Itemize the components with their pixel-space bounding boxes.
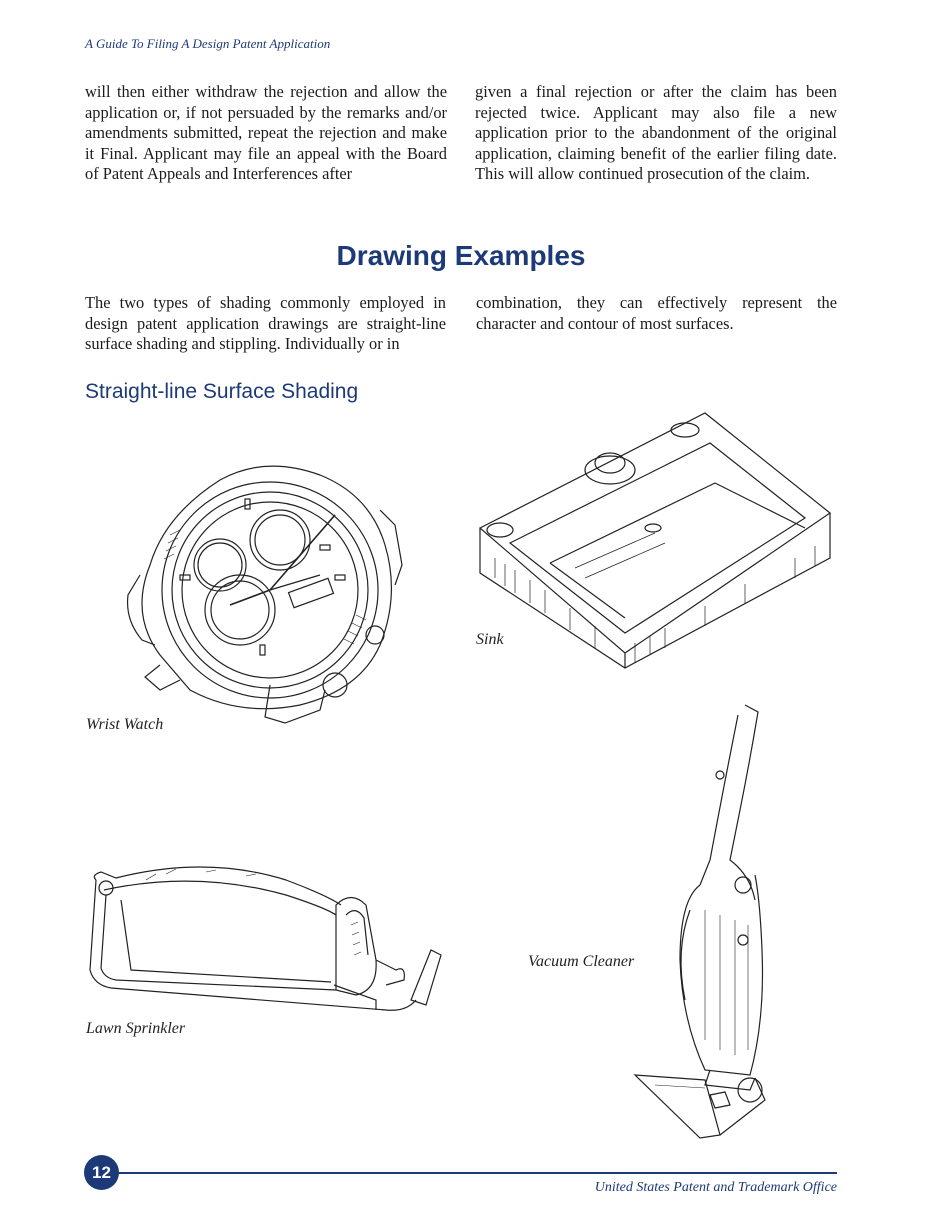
vacuum-cleaner-caption: Vacuum Cleaner: [528, 953, 635, 970]
section-left-text: The two types of shading commonly employed in design patent application drawings are straight-line surface shading and stippling. Individually or in: [85, 293, 446, 354]
intro-right-column: [475, 82, 837, 185]
section-right-text: combination, they can effectively represent the character and contour of most surfaces.: [476, 293, 837, 333]
sink-drawing: [475, 408, 837, 673]
running-head: A Guide To Filing A Design Patent Application: [85, 36, 331, 51]
footer-publisher: United States Patent and Trademark Office: [594, 1180, 837, 1195]
wrist-watch-drawing: [120, 455, 410, 730]
footer-rule: [110, 1172, 837, 1174]
section-left-column: [85, 293, 446, 355]
vacuum-cleaner-drawing: [630, 700, 780, 1140]
lawn-sprinkler-drawing: [86, 860, 448, 1025]
subsection-title: Straight-line Surface Shading: [85, 380, 359, 403]
intro-left-text: will then either withdraw the rejection and allow the application or, if not persuaded by the remarks and/or amendments submitted, repeat the rejection and make it Final. Applicant may file an appeal with the Board of Patent Appeals and Interferences after: [85, 82, 447, 184]
page-number-badge: 12: [84, 1155, 119, 1190]
intro-right-text: given a final rejection or after the claim has been rejected twice. Applicant may also file a new application prior to the abandonment of the original application, claiming benefit of the earlier filing date. This will allow continued prosecution of the claim.: [475, 82, 837, 184]
wrist-watch-caption: Wrist Watch: [86, 716, 164, 733]
intro-left-column: [85, 82, 447, 185]
sink-caption: Sink: [476, 631, 504, 648]
section-title: Drawing Examples: [336, 240, 586, 271]
lawn-sprinkler-caption: Lawn Sprinkler: [86, 1020, 186, 1037]
section-right-column: [476, 293, 837, 334]
